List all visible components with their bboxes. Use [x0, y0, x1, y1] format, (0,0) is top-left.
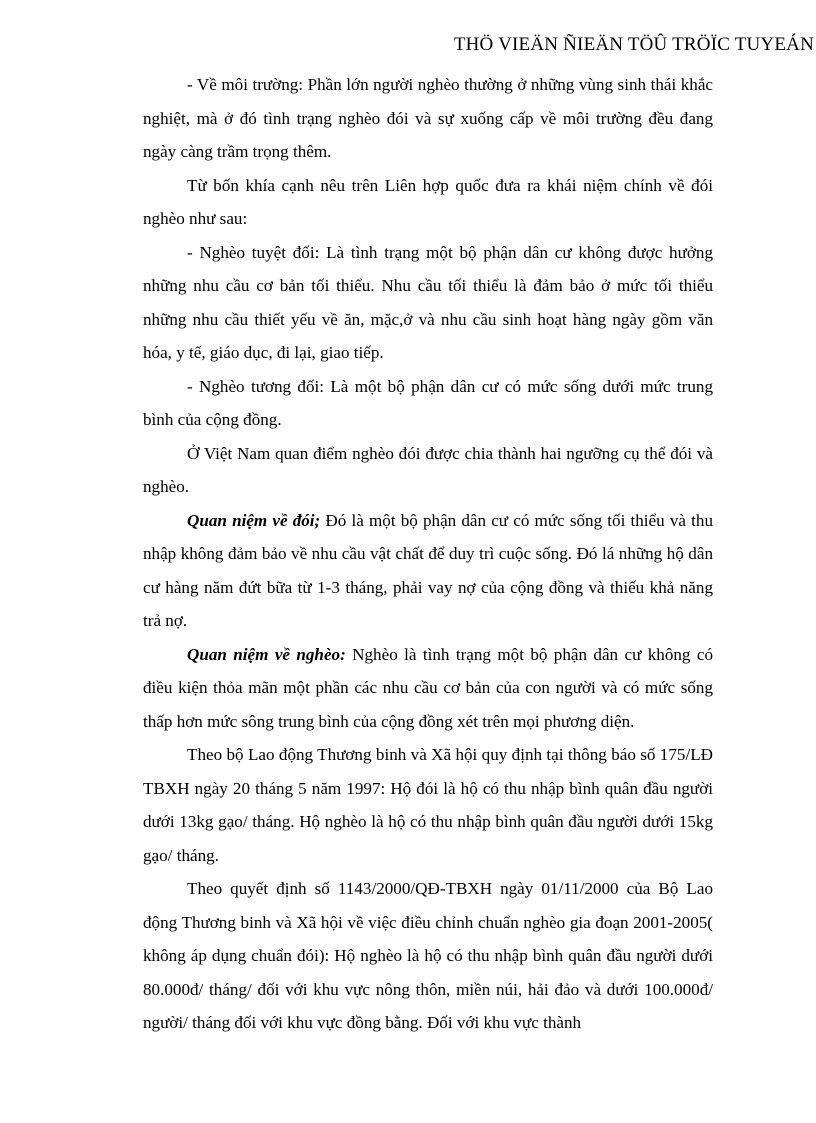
paragraph-hunger-concept [143, 504, 713, 638]
paragraph-text: - Nghèo tuyệt đối: Là tình trạng một bộ phận dân cư không được hưởng những nhu cầu cơ bản tối thiểu. Nhu cầu tối thiểu là đảm bảo ở mức tối thiểu những nhu cầu thiết yếu về ăn, mặc,ở và nhu cầu sinh hoạt hàng ngày gồm văn hóa, y tế, giáo dục, đi lại, giao tiếp. [143, 242, 713, 362]
paragraph-vietnam-view [143, 437, 713, 504]
paragraph-text: Theo bộ Lao động Thương binh và Xã hội quy định tại thông báo số 175/LĐ TBXH ngày 20 tháng 5 năm 1997: Hộ đói là hộ có thu nhập bình quân đầu người dưới 13kg gạo/ tháng. Hộ nghèo là hộ có thu nhập bình quân đầu người dưới 15kg gạo/ tháng. [143, 745, 713, 865]
paragraph-absolute-poverty [143, 236, 713, 370]
paragraph-text: - Về môi trường: Phần lớn người nghèo thường ở những vùng sinh thái khắc nghiệt, mà ở đó tình trạng nghèo đói và sự xuống cấp về môi trường đều đang ngày càng trầm trọng thêm. [143, 75, 713, 161]
paragraph-text: Ở Việt Nam quan điểm nghèo đói được chia thành hai ngưỡng cụ thể đói và nghèo. [143, 443, 713, 496]
paragraph-relative-poverty [143, 370, 713, 437]
document-body [143, 68, 713, 1040]
paragraph-lead: Quan niệm về đói; [187, 510, 321, 530]
paragraph-text: Theo quyết định số 1143/2000/QĐ-TBXH ngày 01/11/2000 của Bộ Lao động Thương binh và Xã hội về việc điều chỉnh chuẩn nghèo gia đoạn 2001-2005( không áp dụng chuẩn đói): Hộ nghèo là hộ có thu nhập bình quân đầu người dưới 80.000đ/ tháng/ đối với khu vực nông thôn, miền núi, hải đảo và dưới 100.000đ/ người/ tháng đối với khu vực đồng bằng. Đối với khu vực thành [143, 879, 713, 1032]
paragraph-lead: Quan niệm về nghèo: [187, 644, 346, 664]
page-header: THÖ VIEÄN ÑIEÄN TÖÛ TRÖÏC TUYEÁN [453, 34, 814, 55]
paragraph-text: Nghèo là tình trạng một bộ phận dân cư không có điều kiện thỏa mãn một phần các nhu cầu cơ bản của con người và có mức sống thấp hơn mức sông trung bình của cộng đồng xét trên mọi phương diện. [143, 644, 713, 731]
paragraph-text: - Nghèo tương đối: Là một bộ phận dân cư có mức sống dưới mức trung bình của cộng đồng. [143, 376, 713, 429]
paragraph-text: Đó là một bộ phận dân cư có mức sống tối thiểu và thu nhập không đảm bảo về nhu cầu vật chất để duy trì cuộc sống. Đó lá những hộ dân cư hàng năm đứt bữa từ 1-3 tháng, phải vay nợ của cộng đồng và thiếu khả năng trả nợ. [143, 510, 713, 630]
paragraph-un-concept [143, 169, 713, 236]
paragraph-poverty-concept [143, 638, 713, 739]
paragraph-decision-2000 [143, 872, 713, 1040]
paragraph-ministry-1997 [143, 738, 713, 872]
paragraph-environment [143, 68, 713, 169]
paragraph-text: Từ bốn khía cạnh nêu trên Liên hợp quốc đưa ra khái niệm chính về đói nghèo như sau: [143, 175, 713, 228]
